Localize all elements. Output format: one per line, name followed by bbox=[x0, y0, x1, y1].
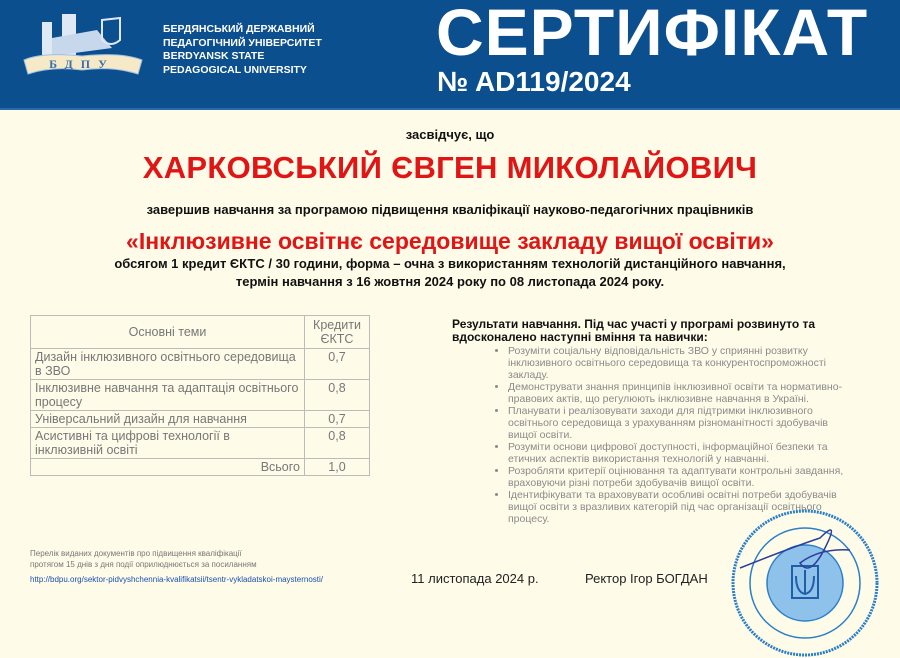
list-item: • Розробляти критерії оцінювання та адаптувати контрольні завдання, враховуючи різні потреби здобувачів вищої освіти. bbox=[508, 465, 847, 489]
list-item: • Демонструвати знання принципів інклюзивної освіти та нормативно-правових актів, що регулюють інклюзивне навчання в Україні. bbox=[508, 381, 847, 405]
note-line: протягом 15 днів з дня події оприлюднюється за посиланням bbox=[30, 560, 257, 569]
topic: Дизайн інклюзивного освітнього середовища в ЗВО bbox=[31, 349, 305, 380]
term-text: термін навчання з 16 жовтня 2024 року по 08 листопада 2024 року. bbox=[235, 274, 665, 289]
university-name bbox=[163, 23, 322, 77]
table-header-row bbox=[31, 316, 370, 349]
table-total-row bbox=[31, 459, 370, 476]
table-row bbox=[31, 411, 370, 428]
issue-date: 11 листопада 2024 р. bbox=[411, 571, 539, 586]
topic: Універсальний дизайн для навчання bbox=[31, 411, 305, 428]
university-name-en-1: BERDYANSK STATE bbox=[163, 50, 265, 62]
credits: 0,7 bbox=[305, 349, 370, 380]
publication-note bbox=[30, 548, 257, 570]
program-title: «Інклюзивне освітнє середовище закладу вищої освіти» bbox=[126, 228, 774, 254]
completed-text: завершив навчання за програмою підвищення кваліфікації науково-педагогічних працівників bbox=[146, 202, 754, 217]
list-item: • Розуміти основи цифрової доступності, інформаційної безпеки та етичних аспектів використання технологій у навчанні. bbox=[508, 441, 847, 465]
list-item: • Розуміти соціальну відповідальність ЗВО у сприянні розвитку інклюзивного освітнього середовища та конкурентоспроможності закладу. bbox=[508, 345, 847, 381]
certificate-number: № AD119/2024 bbox=[437, 66, 631, 97]
list-item: • Ідентифікувати та враховувати особливі освітні потреби здобувачів вищої освіти з вразливих категорій під час організації освітнього процесу. bbox=[508, 489, 847, 525]
certificate-header bbox=[0, 0, 900, 110]
volume-text: обсягом 1 кредит ЄКТС / 30 години, форма – очна з використанням технологій дистанційного навчання, bbox=[114, 256, 786, 271]
svg-text:БДПУ: БДПУ bbox=[49, 57, 115, 71]
header-topics: Основні теми bbox=[31, 316, 305, 349]
certifies-text: засвідчує, що bbox=[405, 127, 495, 142]
registry-link[interactable]: http://bdpu.org/sektor-pidvyshchennia-kvalifikatsii/tsentr-vykladatskoi-maysternosti/ bbox=[30, 575, 324, 584]
topic: Інклюзивне навчання та адаптація освітнього процесу bbox=[31, 380, 305, 411]
university-seal bbox=[730, 508, 880, 658]
recipient-name: ХАРКОВСЬКИЙ ЄВГЕН МИКОЛАЙОВИЧ bbox=[142, 150, 758, 185]
table-row bbox=[31, 428, 370, 459]
certificate-title: СЕРТИФІКАТ bbox=[436, 0, 869, 69]
list-item: • Планувати і реалізовувати заходи для підтримки інклюзивного освітнього середовища з урахуванням різноманітності здобувачів вищої освіти. bbox=[508, 405, 847, 441]
rector-signature-line: Ректор Ігор БОГДАН bbox=[585, 571, 708, 586]
university-name-en-2: PEDAGOGICAL UNIVERSITY bbox=[163, 63, 307, 76]
credits: 0,8 bbox=[305, 380, 370, 411]
total-value: 1,0 bbox=[305, 459, 370, 476]
university-name-ua-2: ПЕДАГОГІЧНИЙ УНІВЕРСИТЕТ bbox=[163, 36, 322, 49]
header-credits: Кредити ЄКТС bbox=[305, 316, 370, 349]
note-line: Перелік виданих документів про підвищення кваліфікації bbox=[30, 549, 242, 558]
learning-results bbox=[452, 318, 847, 525]
table-row bbox=[31, 380, 370, 411]
total-label: Всього bbox=[31, 459, 305, 476]
topics-table bbox=[30, 315, 370, 476]
table-row bbox=[31, 349, 370, 380]
credits: 0,8 bbox=[305, 428, 370, 459]
results-heading: Результати навчання. Під час участі у програмі розвинуто та вдосконалено наступні вміння та навички: bbox=[452, 317, 816, 344]
results-list bbox=[452, 345, 847, 525]
credits: 0,7 bbox=[305, 411, 370, 428]
university-name-ua-1: БЕРДЯНСЬКИЙ ДЕРЖАВНИЙ bbox=[163, 23, 315, 35]
university-logo bbox=[22, 8, 144, 80]
topic: Асистивні та цифрові технології в інклюзивній освіті bbox=[31, 428, 305, 459]
